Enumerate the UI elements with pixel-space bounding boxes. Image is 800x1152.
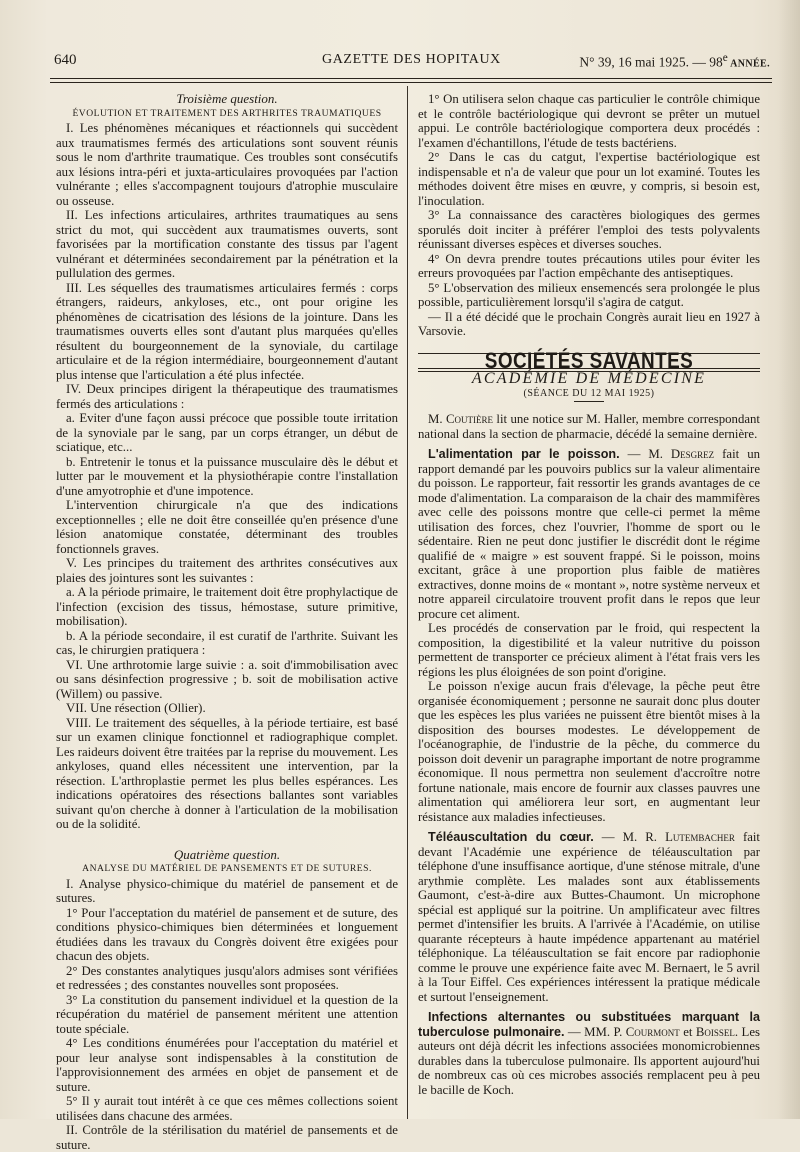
conclusion-paragraph: 4° On devra prendre toutes précautions utiles pour éviter les erreurs provoquées par l'action empêchante des antiseptiques. xyxy=(418,252,760,281)
congress-conclusions xyxy=(418,92,760,339)
alimentation-dash: — M. xyxy=(620,447,671,461)
infections-text: . Les auteurs ont déjà décrit les infections associées monomicrobiennes durables dans la tuberculose pulmonaire. Ils apportent aujourd'hui de nombreux cas où ces microbes associés remplacent peu à peu le bacille de Koch. xyxy=(418,1025,760,1097)
conclusion-paragraph: 5° L'observation des milieux ensemencés sera prolongée le plus possible, particulièrement lorsqu'il s'agira de catgut. xyxy=(418,281,760,310)
q3-paragraphs xyxy=(56,121,398,832)
q3-paragraph: I. Les phénomènes mécaniques et réactionnels qui succèdent aux traumatismes fermés des articulations sont souvent réunis sous le nom d'arthrite traumatique. Ces troubles sont consécutifs aux lésions intra-péri et juxta-articulaires provoquées par l'action vulnérante ; elles s'accompagnent toujours d'atrophie musculaire ou osseuse. xyxy=(56,121,398,208)
header-rule-thin xyxy=(50,82,772,83)
q3-paragraph: b. Entretenir le tonus et la puissance musculaire dès le début et lutter par le mouvement et la physiothérapie contre l'installation d'une amyotrophie et d'une impotence. xyxy=(56,455,398,499)
coutiere-paragraph xyxy=(418,412,760,441)
left-column xyxy=(56,92,398,1119)
infections-paragraph xyxy=(418,1010,760,1097)
teleauscultation-text: fait devant l'Académie une expérience de téléauscultation par téléphone d'une insuffisance aortique, d'une sténose mitrale, d'une arythmie complète. Les malades sont aux établissements Gaumont, c'est-à-dire aux Buttes-Chaumont. Un microphone spécial est appliqué sur la poitrine. Un amplificateur avec filtres permet d'intensifier les bruits. A l'arrivée à l'Académie, on utilise quarante récepteurs à haute impédence appartenant au matériel téléphonique. La téléauscultation se fait encore par radiophonie comme le prouve une expérience faite avec M. Bernaert, le 5 avril à la Tour Eiffel. Ces expériences intéressent la pratique médicale et surtout l'enseignement. xyxy=(418,830,760,1004)
page-edge-shadow xyxy=(778,0,800,1119)
q3-paragraph: VI. Une arthrotomie large suivie : a. soit d'immobilisation avec ou sans désinfection progressive ; b. soit de mobilisation active (Willem) ou passive. xyxy=(56,658,398,702)
q3-paragraph: b. A la période secondaire, il est curatif de l'arthrite. Suivant les cas, le chirurgien pratiquera : xyxy=(56,629,398,658)
q4-title: Quatrième question. xyxy=(56,848,398,863)
q3-paragraph: a. A la période primaire, le traitement doit être prophylactique de l'infection (excision des tissus, hémostase, suture primitive, mobilisation). xyxy=(56,585,398,629)
q4-paragraph: 3° La constitution du pansement individuel et la question de la récupération du matériel de pansement méritent une attention toute spéciale. xyxy=(56,993,398,1037)
q3-paragraph: L'intervention chirurgicale n'a que des indications exceptionnelles ; elle ne doit être conseillée qu'en présence d'une lésion anatomique constatée, déterminant des troubles fonctionnels graves. xyxy=(56,498,398,556)
q3-paragraph: VIII. Le traitement des séquelles, à la période tertiaire, est basé sur un examen clinique fonctionnel et radiographique complet. Les raideurs doivent être traitées par la reprise du mouvement. Les ankyloses, quand elles nécessitent une intervention, par la résection. L'arthroplastie permet les plus belles espérances. Les indications opératoires des résections ballantes sont variables suivant qu'on cherche à donner à l'articulation de la mobilisation ou de la solidité. xyxy=(56,716,398,832)
teleauscultation-heading: Téléauscultation du cœur. xyxy=(428,830,594,844)
issue-info xyxy=(579,52,770,71)
q3-paragraph: VII. Une résection (Ollier). xyxy=(56,701,398,716)
infections-author-1: Courmont xyxy=(626,1025,680,1039)
q4-paragraph: 1° Pour l'acceptation du matériel de pansement et de suture, des conditions physico-chimiques bien déterminées et longuement étudiées dans les travaux du Congrès doivent être exigées pour chacun des objets. xyxy=(56,906,398,964)
issue-main: N° 39, 16 mai 1925. — 98 xyxy=(579,55,722,70)
issue-sup: e xyxy=(723,52,728,64)
page-header xyxy=(50,50,770,72)
q3-title: Troisième question. xyxy=(56,92,398,107)
conclusion-paragraph: 3° La connaissance des caractères biologiques des germes sporulés doit inciter à préférer l'emploi des tests polyvalents réunissant diverses espèces et diverses souches. xyxy=(418,208,760,252)
alimentation-text: fait un rapport demandé par les pouvoirs publics sur la valeur alimentaire du poisson. Le rapporteur, fait ressortir les grands avantages de ce mode d'alimentation. La comparaison de la chair des mammifères avec celle des poissons montre que celle-ci permet la même utilisation des forces, chez l'ouvrier, l'homme de sport ou le sédentaire. Rien ne peut donc justifier le discrédit dont le régime qualifié de « maigre » est souvent frappé. Si le poisson, moins excitant, grâce à une proportion plus faible de matières extractives, donne moins de « montant », notre système nerveux et notre appareil circulatoire trouvent profit dans le repos que leur procure cet aliment. xyxy=(418,447,760,621)
alimentation-paragraph xyxy=(418,447,760,621)
teleauscultation-dash: — M. R. xyxy=(594,830,665,844)
q3-subtitle: ÉVOLUTION ET TRAITEMENT DES ARTHRITES TRAUMATIQUES xyxy=(56,107,398,122)
teleauscultation-paragraph xyxy=(418,830,760,1004)
coutiere-name: M. Coutière xyxy=(428,412,493,426)
conclusion-paragraph: — Il a été décidé que le prochain Congrès aurait lieu en 1927 à Varsovie. xyxy=(418,310,760,339)
q4-paragraphs xyxy=(56,877,398,1152)
q4-paragraph: 4° Les conditions énumérées pour l'acceptation du matériel et pour leur analyse sont indispensables à la constitution de l'approvisionnement des armées en objet de pansement et de suture. xyxy=(56,1036,398,1094)
coutiere-text: lit une notice sur M. Haller, membre correspondant national dans la section de pharmacie, décédé la semaine dernière. xyxy=(418,412,760,441)
q3-paragraph: V. Les principes du traitement des arthrites consécutives aux plaies des jointures sont les suivantes : xyxy=(56,556,398,585)
q3-paragraph: a. Eviter d'une façon aussi précoce que possible toute irritation de la synoviale par le sang, par un corps étranger, un début de sciatique, etc... xyxy=(56,411,398,455)
journal-title: GAZETTE DES HOPITAUX xyxy=(322,52,501,68)
column-divider xyxy=(407,86,408,1119)
q3-paragraph: III. Les séquelles des traumatismes articulaires fermés : corps étrangers, raideurs, ankyloses, etc., ont pour origine les phénomènes de cicatrisation des lésions de la jointure. Dans les traumatismes ouverts elles sont d'autant plus marquées qu'elles résultent du bourgeonnement de la synoviale, du cartilage articulaire et de la région intermédiaire, bourgeonnement d'autant plus intense que l'articulation a été plus infectée. xyxy=(56,281,398,383)
alimentation-p2: Les procédés de conservation par le froid, qui respectent la composition, la digestibilité et la valeur nutritive du poisson permettent de transporter ce précieux aliment à l'état frais vers les régions les plus éloignées de son point d'origine. xyxy=(418,621,760,679)
infections-mid: et xyxy=(680,1025,696,1039)
teleauscultation-author: Lutembacher xyxy=(665,830,735,844)
conclusion-paragraph: 1° On utilisera selon chaque cas particulier le contrôle chimique et le contrôle bactériologique qui devront se prêter un mutuel appui. Le contrôle bactériologique comportera deux procédés : l'examen d'échantillons, l'étude de tests bactériens. xyxy=(418,92,760,150)
alimentation-author: Desgrez xyxy=(671,447,714,461)
q3-paragraph: II. Les infections articulaires, arthrites traumatiques au sens strict du mot, qui succèdent aux traumatismes ouverts, sont favorisées par la mortification constante des tissus par l'agent vulnérant et déterminées secondairement par la pénétration et la pullulation des germes. xyxy=(56,208,398,281)
q3-paragraph: IV. Deux principes dirigent la thérapeutique des traumatismes fermés des articulations : xyxy=(56,382,398,411)
alimentation-p3: Le poisson n'exige aucun frais d'élevage, la pêche peut être organisée économiquement ; personne ne saurait donc plus douter que les espèces les plus variées ne puissent être bientôt mises à la disposition des bourses modestes. Le développement de l'océanographie, de l'industrie de la pêche, du commerce du poisson doit devenir un paragraphe important de notre programme économique. Il nous permettra non seulement d'accroître notre fortune nationale, mais encore de fournir aux classes pauvres une alimentation qui améliorera leur sort, en augmentant leur résistance aux maladies infectieuses. xyxy=(418,679,760,824)
q4-subtitle: ANALYSE DU MATÉRIEL DE PANSEMENTS ET DE SUTURES. xyxy=(56,862,398,877)
seance-date: (SÉANCE DU 12 MAI 1925) xyxy=(418,387,760,402)
q4-paragraph: 5° Il y aurait tout intérêt à ce que ces mêmes collections soient utilisées dans chacune des armées. xyxy=(56,1094,398,1123)
infections-author-2: Boissel xyxy=(696,1025,735,1039)
header-rule-thick xyxy=(50,78,772,79)
page-number: 640 xyxy=(54,52,77,69)
academie-title: ACADÉMIE DE MÉDECINE xyxy=(418,372,760,387)
conclusion-paragraph: 2° Dans le cas du catgut, l'expertise bactériologique est indispensable et n'a de valeur que pour un lot examiné. Toutes les méthodes doivent être mises en œuvre, y compris, si besoin est, l'inoculation. xyxy=(418,150,760,208)
q4-paragraph: I. Analyse physico-chimique du matériel de pansement et de sutures. xyxy=(56,877,398,906)
q4-paragraph: 2° Des constantes analytiques jusqu'alors admises sont vérifiées et redressées ; des constantes nouvelles sont proposées. xyxy=(56,964,398,993)
societes-title: SOCIÉTÉS SAVANTES xyxy=(442,354,736,369)
alimentation-heading: L'alimentation par le poisson. xyxy=(428,447,620,461)
right-column xyxy=(418,92,760,1119)
infections-heading: Infections alternantes ou substituées marquant la tuberculose pulmonaire. xyxy=(418,1010,760,1039)
issue-year-word: ANNÉE. xyxy=(728,59,770,70)
infections-dash: — MM. P. xyxy=(564,1025,625,1039)
short-rule xyxy=(574,401,604,402)
q4-paragraph: II. Contrôle de la stérilisation du matériel de pansements et de suture. xyxy=(56,1123,398,1152)
